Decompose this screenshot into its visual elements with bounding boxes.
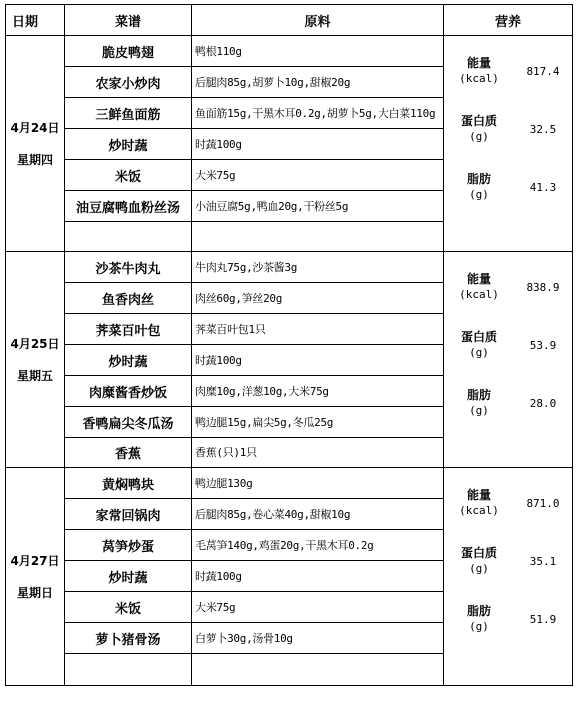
dish-name: 脆皮鸭翅	[65, 36, 192, 67]
nutrition-value: 41.3	[529, 180, 557, 194]
ingredients-text: 时蔬100g	[192, 561, 444, 592]
nutrition-name: 脂肪	[466, 172, 491, 186]
ingredients-text	[192, 222, 444, 252]
menu-body	[6, 36, 573, 686]
nutrition-value: 871.0	[526, 496, 560, 510]
nutrition-item	[444, 538, 572, 584]
header-nutrition: 营养	[444, 5, 573, 36]
dish-name: 三鲜鱼面筋	[65, 98, 192, 129]
nutrition-label	[444, 271, 514, 303]
dish-name: 荠菜百叶包	[65, 314, 192, 345]
header-dish: 菜谱	[65, 5, 192, 36]
nutrition-item	[444, 48, 572, 94]
nutrition-label	[444, 487, 514, 519]
dish-name: 萝卜猪骨汤	[65, 623, 192, 654]
menu-table	[5, 4, 573, 686]
nutrition-unit: (g)	[469, 620, 489, 633]
ingredients-text: 时蔬100g	[192, 345, 444, 376]
nutrition-label	[444, 171, 514, 203]
ingredients-text: 荠菜百叶包1只	[192, 314, 444, 345]
dish-name: 油豆腐鸭血粉丝汤	[65, 191, 192, 222]
dish-name: 炒时蔬	[65, 129, 192, 160]
ingredients-text: 白萝卜30g,汤骨10g	[192, 623, 444, 654]
table-row	[6, 36, 573, 67]
date-cell	[6, 36, 65, 252]
nutrition-value: 53.9	[529, 338, 557, 352]
dish-name: 肉糜酱香炒饭	[65, 376, 192, 407]
nutrition-item	[444, 264, 572, 310]
ingredients-text: 小油豆腐5g,鸭血20g,干粉丝5g	[192, 191, 444, 222]
nutrition-unit: (g)	[469, 346, 489, 359]
nutrition-item	[444, 164, 572, 210]
date-cell	[6, 252, 65, 468]
ingredients-text: 大米75g	[192, 160, 444, 191]
dish-name: 沙茶牛肉丸	[65, 252, 192, 283]
date-text: 4月24日	[10, 120, 60, 135]
nutrition-name: 脂肪	[466, 604, 491, 618]
nutrition-unit: (g)	[469, 188, 489, 201]
nutrition-value: 51.9	[529, 612, 557, 626]
nutrition-cell	[444, 36, 573, 252]
nutrition-value: 28.0	[529, 396, 557, 410]
dish-name: 米饭	[65, 592, 192, 623]
nutrition-cell	[444, 468, 573, 686]
ingredients-text: 牛肉丸75g,沙茶酱3g	[192, 252, 444, 283]
table-row	[6, 468, 573, 499]
dish-name: 香鸭扁尖冬瓜汤	[65, 407, 192, 438]
dish-name: 炒时蔬	[65, 345, 192, 376]
nutrition-label	[444, 55, 514, 87]
nutrition-name: 脂肪	[466, 388, 491, 402]
nutrition-unit: (kcal)	[459, 288, 499, 301]
dish-name	[65, 654, 192, 686]
dish-name: 香蕉	[65, 438, 192, 468]
nutrition-unit: (g)	[469, 562, 489, 575]
weekday-text: 星期日	[16, 585, 53, 600]
header-ingredients: 原料	[192, 5, 444, 36]
nutrition-name: 能量	[466, 272, 491, 286]
date-cell	[6, 468, 65, 686]
dish-name: 鱼香肉丝	[65, 283, 192, 314]
ingredients-text: 肉糜10g,洋葱10g,大米75g	[192, 376, 444, 407]
nutrition-unit: (kcal)	[459, 72, 499, 85]
date-text: 4月27日	[10, 553, 60, 568]
nutrition-unit: (kcal)	[459, 504, 499, 517]
table-row	[6, 252, 573, 283]
nutrition-label	[444, 603, 514, 635]
nutrition-label	[444, 545, 514, 577]
weekday-text: 星期五	[16, 368, 53, 383]
nutrition-label	[444, 329, 514, 361]
nutrition-item	[444, 322, 572, 368]
nutrition-item	[444, 480, 572, 526]
nutrition-cell	[444, 252, 573, 468]
nutrition-value: 32.5	[529, 122, 557, 136]
nutrition-value: 35.1	[529, 554, 557, 568]
dish-name: 莴笋炒蛋	[65, 530, 192, 561]
header-date: 日期	[6, 5, 65, 36]
nutrition-item	[444, 380, 572, 426]
nutrition-label	[444, 113, 514, 145]
ingredients-text: 后腿肉85g,胡萝卜10g,甜椒20g	[192, 67, 444, 98]
dish-name: 米饭	[65, 160, 192, 191]
nutrition-item	[444, 106, 572, 152]
header-row	[6, 5, 573, 36]
nutrition-value: 838.9	[526, 280, 560, 294]
nutrition-unit: (g)	[469, 404, 489, 417]
nutrition-name: 能量	[466, 56, 491, 70]
ingredients-text: 鸭边腿15g,扁尖5g,冬瓜25g	[192, 407, 444, 438]
nutrition-name: 蛋白质	[460, 114, 497, 128]
dish-name: 黄焖鸭块	[65, 468, 192, 499]
ingredients-text: 时蔬100g	[192, 129, 444, 160]
ingredients-text: 后腿肉85g,卷心菜40g,甜椒10g	[192, 499, 444, 530]
nutrition-unit: (g)	[469, 130, 489, 143]
nutrition-label	[444, 387, 514, 419]
nutrition-value: 817.4	[526, 64, 560, 78]
dish-name: 农家小炒肉	[65, 67, 192, 98]
ingredients-text: 大米75g	[192, 592, 444, 623]
ingredients-text: 香蕉(只)1只	[192, 438, 444, 468]
dish-name: 炒时蔬	[65, 561, 192, 592]
nutrition-item	[444, 596, 572, 642]
ingredients-text	[192, 654, 444, 686]
dish-name	[65, 222, 192, 252]
ingredients-text: 鸭边腿130g	[192, 468, 444, 499]
ingredients-text: 鱼面筋15g,干黑木耳0.2g,胡萝卜5g,大白菜110g	[192, 98, 444, 129]
nutrition-name: 蛋白质	[460, 546, 497, 560]
date-text: 4月25日	[10, 336, 60, 351]
dish-name: 家常回锅肉	[65, 499, 192, 530]
ingredients-text: 肉丝60g,笋丝20g	[192, 283, 444, 314]
nutrition-name: 能量	[466, 488, 491, 502]
weekday-text: 星期四	[16, 152, 53, 167]
nutrition-name: 蛋白质	[460, 330, 497, 344]
ingredients-text: 鸭根110g	[192, 36, 444, 67]
ingredients-text: 毛莴笋140g,鸡蛋20g,干黑木耳0.2g	[192, 530, 444, 561]
